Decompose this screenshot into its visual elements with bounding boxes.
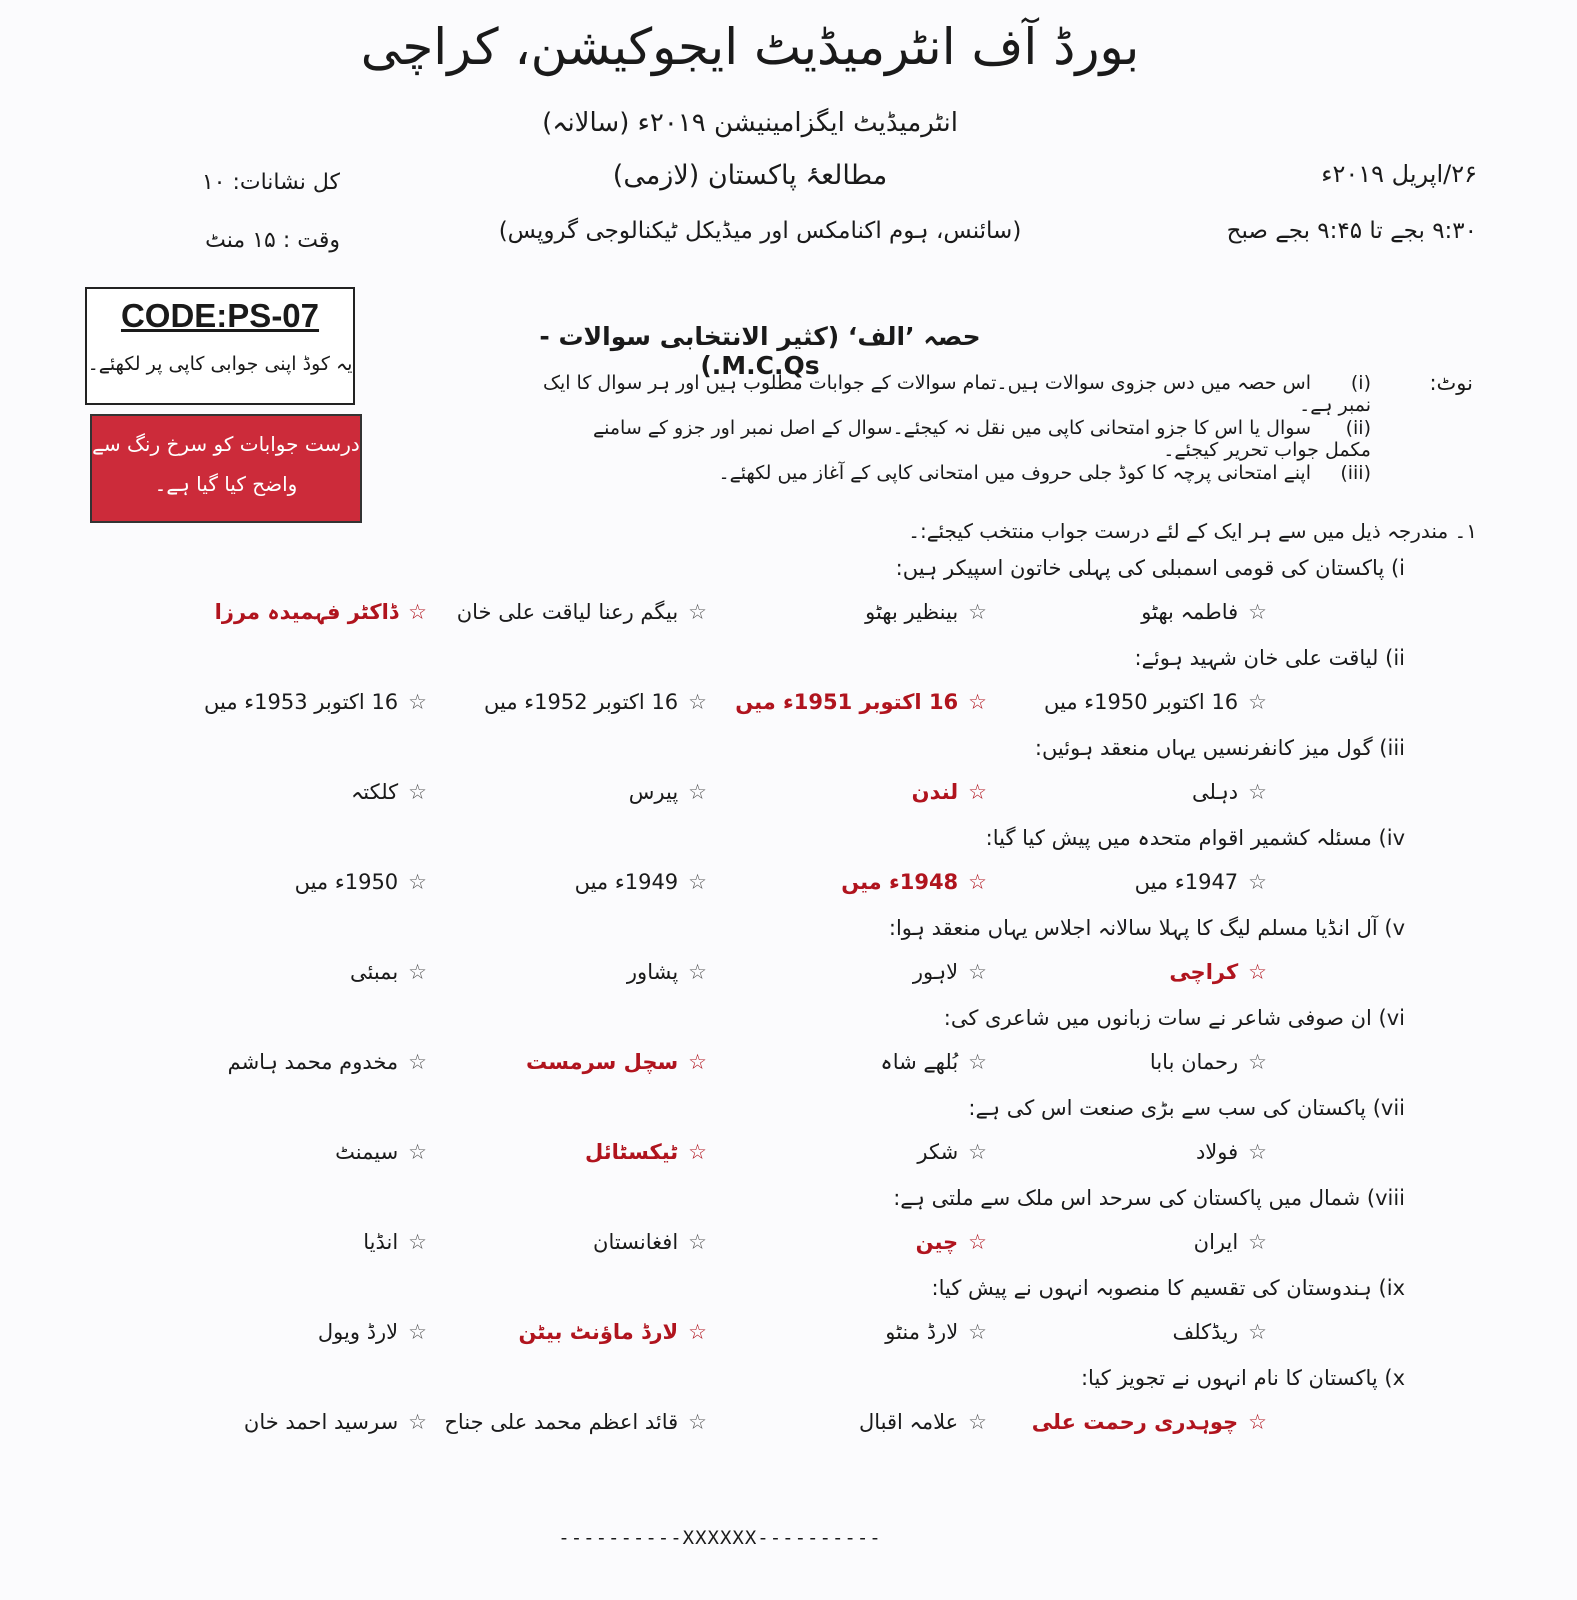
exam-date: ۲۶/اپریل ۲۰۱۹ء — [1321, 160, 1477, 188]
exam-time: ۹:۳۰ بجے تا ۹:۴۵ بجے صبح — [1226, 218, 1477, 244]
star-icon: ☆ — [968, 600, 987, 624]
answer-option — [157, 960, 427, 984]
answer-option — [157, 1320, 427, 1344]
star-icon: ☆ — [1248, 960, 1267, 984]
star-icon: ☆ — [688, 600, 707, 624]
answer-option — [437, 960, 707, 984]
star-icon: ☆ — [688, 960, 707, 984]
question-text: i) پاکستان کی قومی اسمبلی کی پہلی خاتون اسپیکر ہیں: — [895, 556, 1405, 580]
answer-option — [997, 600, 1267, 624]
answer-option — [997, 780, 1267, 804]
option-text: 1949ء میں — [574, 870, 679, 894]
star-icon: ☆ — [1248, 690, 1267, 714]
option-text: مخدوم محمد ہاشم — [227, 1050, 399, 1074]
answer-option — [717, 960, 987, 984]
option-text: شکر — [917, 1140, 959, 1164]
star-icon: ☆ — [1248, 600, 1267, 624]
star-icon: ☆ — [408, 1140, 427, 1164]
star-icon: ☆ — [408, 690, 427, 714]
star-icon: ☆ — [688, 870, 707, 894]
correct-option — [717, 870, 987, 894]
star-icon: ☆ — [688, 1050, 707, 1074]
code-note: یہ کوڈ اپنی جوابی کاپی پر لکھئے۔ — [87, 353, 353, 375]
answer-option — [157, 1140, 427, 1164]
star-icon: ☆ — [408, 870, 427, 894]
option-text: سرسید احمد خان — [243, 1410, 399, 1434]
option-text: 16 اکتوبر 1952ء میں — [484, 690, 679, 714]
note-text: اس حصہ میں دس جزوی سوالات ہیں۔تمام سوالات کے جوابات مطلوب ہیں اور ہر سوال کا ایک نمبر ہے۔ — [542, 372, 1371, 416]
option-text: کلکتہ — [350, 780, 399, 804]
question-text: vii) پاکستان کی سب سے بڑی صنعت اس کی ہے: — [968, 1096, 1405, 1120]
answer-option — [717, 1410, 987, 1434]
option-text: پشاور — [626, 960, 679, 984]
question-text: ix) ہندوستان کی تقسیم کا منصوبہ انہوں نے پیش کیا: — [931, 1276, 1405, 1300]
option-text: 16 اکتوبر 1953ء میں — [204, 690, 399, 714]
answer-option — [717, 600, 987, 624]
star-icon: ☆ — [968, 1050, 987, 1074]
star-icon: ☆ — [1248, 1050, 1267, 1074]
option-text: 1948ء میں — [841, 870, 959, 894]
star-icon: ☆ — [408, 1410, 427, 1434]
star-icon: ☆ — [968, 1140, 987, 1164]
option-text: ڈاکٹر فہمیدہ مرزا — [214, 600, 399, 624]
subject-title: مطالعۂ پاکستان (لازمی) — [612, 160, 888, 191]
note-number: (i) — [1350, 372, 1371, 394]
note-number: (ii) — [1345, 417, 1371, 439]
correct-option — [717, 690, 987, 714]
answer-option — [157, 870, 427, 894]
question-text: viii) شمال میں پاکستان کی سرحد اس ملک سے ملتی ہے: — [893, 1186, 1405, 1210]
option-text: بُلھے شاہ — [880, 1050, 959, 1074]
note-text: سوال یا اس کا جزو امتحانی کاپی میں نقل نہ کیجئے۔سوال کے اصل نمبر اور جزو کے سامنے مکمل جواب تحریر کیجئے۔ — [593, 417, 1371, 461]
option-text: لارڈ منٹو — [885, 1320, 959, 1344]
option-text: بمبئی — [350, 960, 399, 984]
correct-option — [997, 1410, 1267, 1434]
answer-option — [157, 690, 427, 714]
answer-option — [157, 1230, 427, 1254]
groups-line: (سائنس، ہوم اکنامکس اور میڈیکل ٹیکنالوجی گروپس) — [498, 218, 1022, 244]
option-text: ایران — [1193, 1230, 1239, 1254]
star-icon: ☆ — [1248, 1230, 1267, 1254]
option-text: علامہ اقبال — [859, 1410, 959, 1434]
question-text: ii) لیاقت علی خان شہید ہوئے: — [1134, 646, 1405, 670]
answer-option — [157, 1050, 427, 1074]
answer-option — [997, 690, 1267, 714]
star-icon: ☆ — [1248, 1320, 1267, 1344]
star-icon: ☆ — [968, 1320, 987, 1344]
code-box — [85, 287, 355, 405]
star-icon: ☆ — [968, 1230, 987, 1254]
star-icon: ☆ — [968, 690, 987, 714]
question-text: iii) گول میز کانفرنسیں یہاں منعقد ہوئیں: — [1034, 736, 1405, 760]
question-text: v) آل انڈیا مسلم لیگ کا پہلا سالانہ اجلاس یہاں منعقد ہوا: — [888, 916, 1405, 940]
star-icon: ☆ — [688, 1230, 707, 1254]
option-text: دہلی — [1192, 780, 1239, 804]
star-icon: ☆ — [688, 1320, 707, 1344]
star-icon: ☆ — [688, 690, 707, 714]
board-title: بورڈ آف انٹرمیڈیٹ ایجوکیشن، کراچی — [360, 18, 1140, 76]
correct-option — [157, 600, 427, 624]
answer-option — [997, 870, 1267, 894]
star-icon: ☆ — [688, 780, 707, 804]
correct-option — [437, 1050, 707, 1074]
star-icon: ☆ — [1248, 1140, 1267, 1164]
answer-option — [437, 1410, 707, 1434]
answer-option — [437, 1230, 707, 1254]
note-item — [541, 372, 1371, 416]
note-item — [541, 462, 1371, 484]
option-text: افغانستان — [593, 1230, 679, 1254]
option-text: لاہور — [912, 960, 959, 984]
answer-option — [997, 1050, 1267, 1074]
option-text: ٹیکسٹائل — [585, 1140, 679, 1164]
answer-option — [997, 1230, 1267, 1254]
star-icon: ☆ — [408, 780, 427, 804]
option-text: پیرس — [628, 780, 679, 804]
star-icon: ☆ — [408, 1230, 427, 1254]
option-text: چین — [915, 1230, 959, 1254]
star-icon: ☆ — [1248, 1410, 1267, 1434]
total-marks: کل نشانات: ۱۰ — [201, 170, 340, 195]
answer-option — [157, 1410, 427, 1434]
star-icon: ☆ — [1248, 780, 1267, 804]
notice-line-2: واضح کیا گیا ہے۔ — [154, 472, 298, 496]
option-text: 16 اکتوبر 1950ء میں — [1044, 690, 1239, 714]
option-text: انڈیا — [363, 1230, 399, 1254]
correct-option — [437, 1320, 707, 1344]
answer-key-notice — [90, 414, 362, 523]
star-icon: ☆ — [688, 1410, 707, 1434]
star-icon: ☆ — [968, 1410, 987, 1434]
note-item — [541, 417, 1371, 461]
paper-code: CODE:PS-07 — [120, 297, 320, 334]
correct-option — [717, 1230, 987, 1254]
question-text: iv) مسئلہ کشمیر اقوام متحدہ میں پیش کیا گیا: — [985, 826, 1405, 850]
star-icon: ☆ — [408, 1050, 427, 1074]
answer-option — [437, 600, 707, 624]
answer-option — [437, 690, 707, 714]
option-text: چوہدری رحمت علی — [1031, 1410, 1239, 1434]
option-text: کراچی — [1169, 960, 1239, 984]
correct-option — [997, 960, 1267, 984]
star-icon: ☆ — [968, 870, 987, 894]
correct-option — [717, 780, 987, 804]
option-text: فولاد — [1195, 1140, 1239, 1164]
option-text: لندن — [911, 780, 959, 804]
option-text: 1950ء میں — [294, 870, 399, 894]
option-text: لارڈ ویول — [317, 1320, 399, 1344]
answer-option — [717, 1140, 987, 1164]
star-icon: ☆ — [408, 960, 427, 984]
star-icon: ☆ — [688, 1140, 707, 1164]
exam-duration: وقت : ۱۵ منٹ — [205, 228, 340, 253]
option-text: سیمنٹ — [335, 1140, 399, 1164]
option-text: بیگم رعنا لیاقت علی خان — [456, 600, 679, 624]
end-marker: ----------XXXXXX---------- — [558, 1527, 882, 1549]
section-title: حصہ ’الف‘ (کثیر الانتخابی سوالات - M.C.Qs.) — [539, 322, 981, 380]
answer-option — [717, 1050, 987, 1074]
star-icon: ☆ — [408, 1320, 427, 1344]
answer-option — [717, 1320, 987, 1344]
option-text: 16 اکتوبر 1951ء میں — [735, 690, 959, 714]
option-text: فاطمہ بھٹو — [1141, 600, 1239, 624]
option-text: 1947ء میں — [1134, 870, 1239, 894]
option-text: رحمان بابا — [1149, 1050, 1239, 1074]
note-text: اپنے امتحانی پرچہ کا کوڈ جلی حروف میں امتحانی کاپی کے آغاز میں لکھئے۔ — [718, 462, 1311, 484]
question-text: vi) ان صوفی شاعر نے سات زبانوں میں شاعری کی: — [943, 1006, 1405, 1030]
notice-line-1: درست جوابات کو سرخ رنگ سے — [92, 432, 360, 456]
exam-subtitle: انٹرمیڈیٹ ایگزامینیشن ۲۰۱۹ء (سالانہ) — [542, 108, 958, 138]
option-text: سچل سرمست — [526, 1050, 679, 1074]
option-text: لارڈ ماؤنٹ بیٹن — [518, 1320, 679, 1344]
answer-option — [157, 780, 427, 804]
answer-option — [997, 1140, 1267, 1164]
answer-option — [437, 780, 707, 804]
option-text: ریڈکلف — [1172, 1320, 1239, 1344]
option-text: بینظیر بھٹو — [865, 600, 959, 624]
note-number: (iii) — [1340, 462, 1371, 484]
question-text: x) پاکستان کا نام انہوں نے تجویز کیا: — [1080, 1366, 1405, 1390]
instruction: ۱۔ مندرجہ ذیل میں سے ہر ایک کے لئے درست جواب منتخب کیجئے:۔ — [908, 519, 1477, 543]
star-icon: ☆ — [968, 780, 987, 804]
star-icon: ☆ — [408, 600, 427, 624]
answer-option — [997, 1320, 1267, 1344]
answer-option — [437, 870, 707, 894]
star-icon: ☆ — [1248, 870, 1267, 894]
note-label: نوٹ: — [1429, 371, 1473, 395]
option-text: قائد اعظم محمد علی جناح — [444, 1410, 679, 1434]
correct-option — [437, 1140, 707, 1164]
star-icon: ☆ — [968, 960, 987, 984]
